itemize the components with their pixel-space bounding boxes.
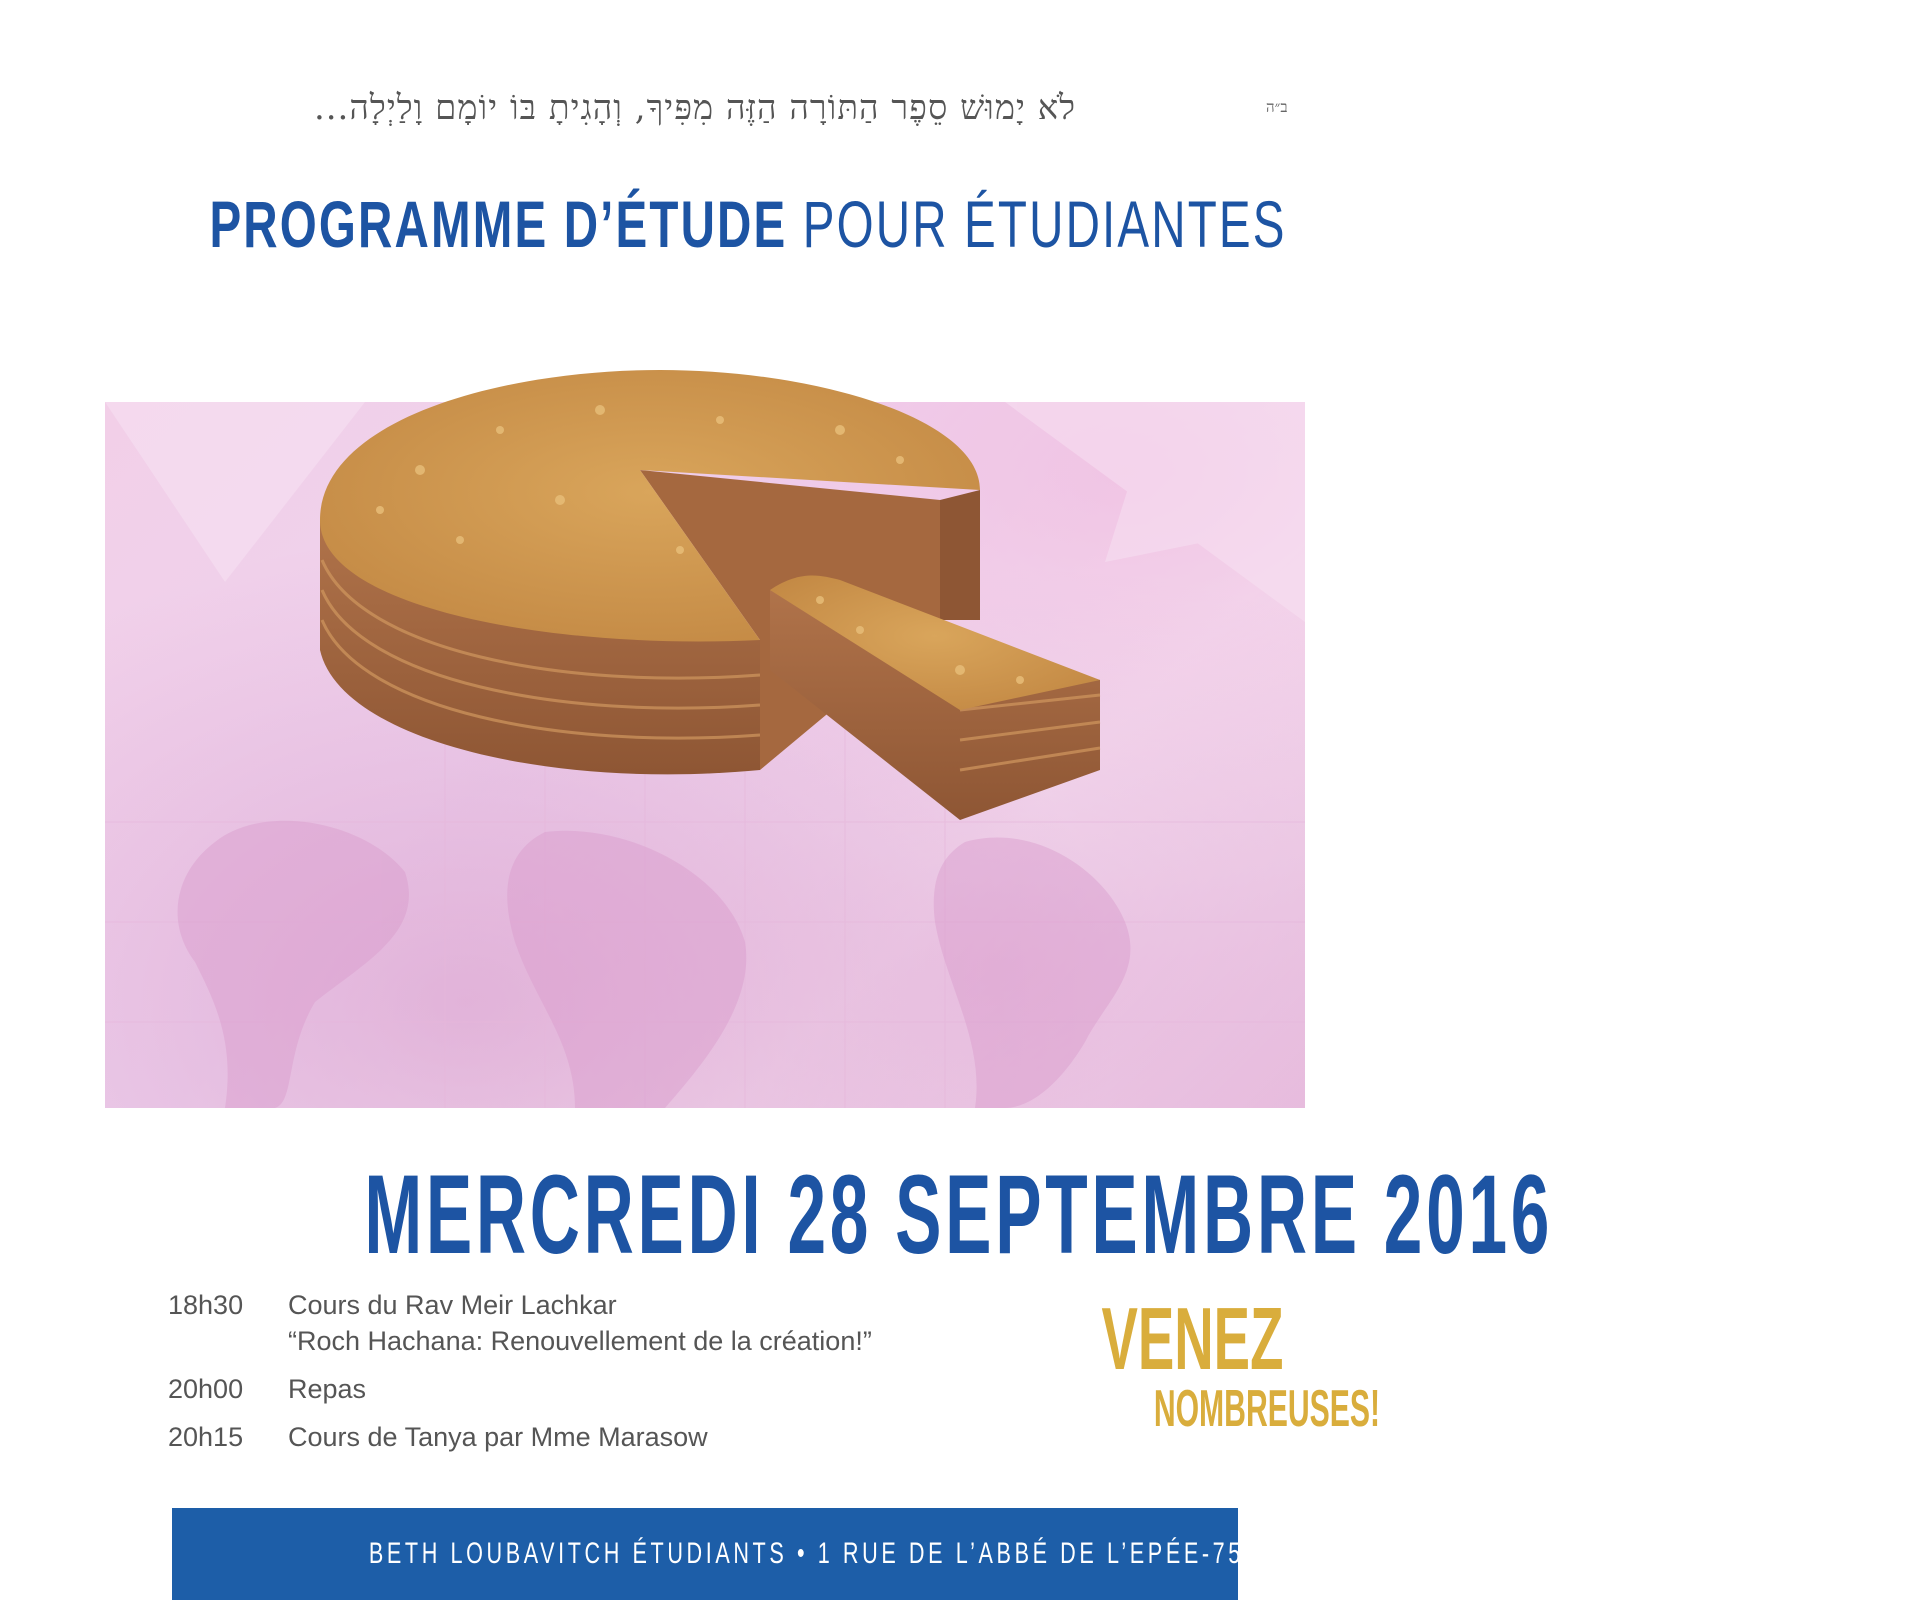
schedule-time: 20h00 bbox=[168, 1374, 244, 1404]
callout-line-1: VENEZ bbox=[1101, 1289, 1284, 1388]
event-date: MERCREDI 28 SEPTEMBRE 2016 bbox=[364, 1152, 1554, 1277]
schedule-description: Cours de Tanya par Mme Marasow bbox=[288, 1422, 708, 1452]
callout-text bbox=[990, 1289, 1381, 1438]
schedule-time: 20h15 bbox=[168, 1422, 244, 1452]
schedule-time: 18h30 bbox=[168, 1290, 244, 1320]
callout-line-2: NOMBREUSES! bbox=[1153, 1380, 1381, 1438]
schedule-description: Cours du Rav Meir Lachkar bbox=[288, 1290, 617, 1320]
hebrew-verse: לֹא יָמוּשׁ סֵפֶר הַתּוֹרָה הַזֶּה מִפִּיךָ, וְהָגִיתָ בּוֹ יוֹמָם וָלַיְלָה... bbox=[313, 88, 1077, 128]
program-title bbox=[0, 186, 1408, 262]
footer-address: BETH LOUBAVITCH ÉTUDIANTS • 1 RUE DE L’ABBÉ DE L’EPÉE-75005 PARIS bbox=[368, 1537, 1382, 1570]
honey-cake-image bbox=[300, 350, 1180, 910]
schedule-description: Repas bbox=[288, 1374, 367, 1404]
schedule-description-subtitle: “Roch Hachana: Renouvellement de la création!” bbox=[288, 1326, 872, 1356]
bh-mark: ב״ה bbox=[1266, 98, 1288, 116]
footer-address-bar bbox=[172, 1508, 1382, 1600]
title-light: POUR ÉTUDIANTES bbox=[802, 187, 1287, 261]
title-bold: PROGRAMME D’ÉTUDE bbox=[209, 187, 788, 261]
